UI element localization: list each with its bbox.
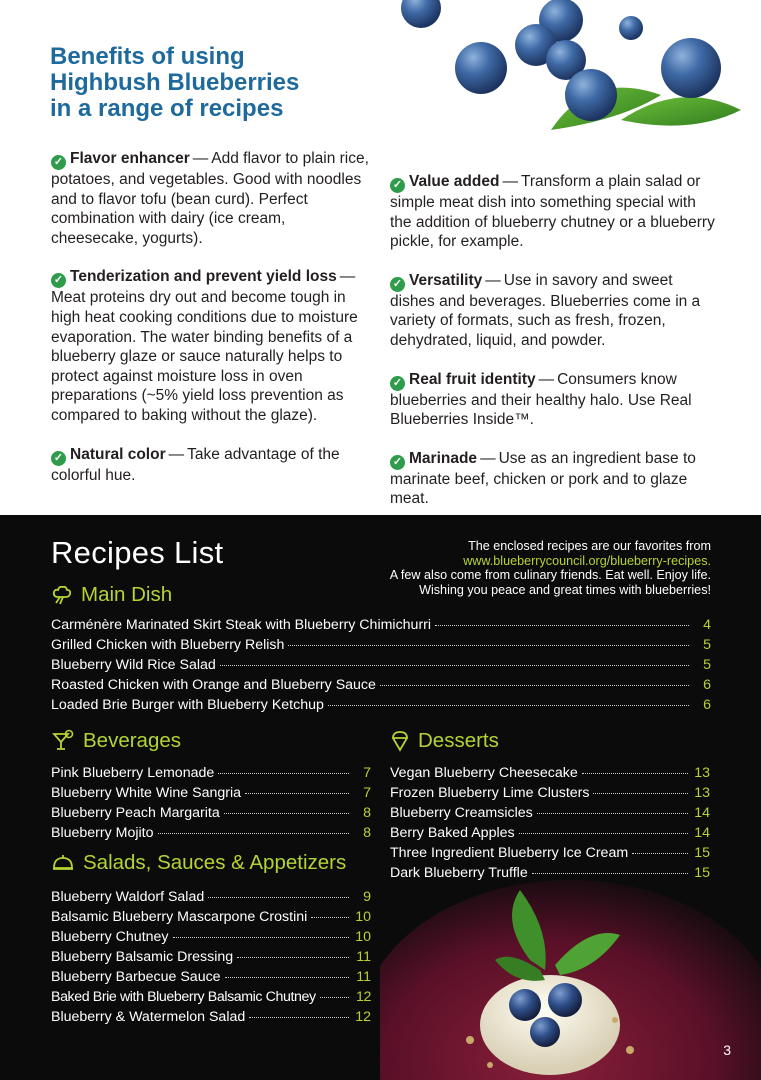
check-circle-icon: ✓ (390, 277, 405, 292)
dot-leader (519, 833, 688, 834)
section-title-text: Beverages (83, 729, 182, 752)
benefit-name: Real fruit identity (409, 370, 536, 388)
recipe-name: Pink Blueberry Lemonade (51, 765, 215, 781)
recipe-row[interactable] (51, 887, 371, 907)
recipe-name: Berry Baked Apples (390, 825, 515, 841)
intro-line: The enclosed recipes are our favorites from (468, 539, 711, 553)
recipe-page: 9 (363, 889, 371, 905)
benefit-flavor-enhancer (51, 149, 373, 248)
benefit-tenderization (51, 267, 373, 425)
recipe-row[interactable] (390, 843, 710, 863)
benefit-name: Natural color (70, 445, 166, 463)
recipe-page: 7 (363, 785, 371, 801)
recipe-page: 6 (703, 677, 711, 693)
dot-leader (328, 705, 689, 706)
recipe-name: Loaded Brie Burger with Blueberry Ketchup (51, 697, 324, 713)
em-dash: — (339, 268, 356, 286)
recipe-name: Frozen Blueberry Lime Clusters (390, 785, 590, 801)
benefit-marinade (390, 449, 720, 509)
recipe-page: 12 (356, 989, 371, 1005)
recipe-name: Blueberry Creamsicles (390, 805, 533, 821)
benefit-text: Use in savory and sweet dishes and beverages. Blueberries come in a variety of formats, such as fresh, frozen, dehydrated, liquid, and powder. (390, 271, 701, 349)
dot-leader (249, 1017, 349, 1018)
recipe-name: Baked Brie with Blueberry Balsamic Chutney (51, 989, 316, 1005)
em-dash: — (480, 449, 496, 467)
em-dash: — (502, 173, 518, 190)
dot-leader (224, 813, 349, 814)
benefits-section (0, 0, 761, 515)
recipe-name: Roasted Chicken with Orange and Blueberry Sauce (51, 677, 376, 693)
recipe-page: 6 (703, 697, 711, 713)
benefit-text: Use as an ingredient base to marinate beef, chicken or pork and to glaze meat. (390, 449, 696, 508)
recipes-intro (331, 539, 711, 597)
recipe-row[interactable] (51, 967, 371, 987)
recipe-page: 7 (363, 765, 371, 781)
em-dash: — (538, 370, 555, 388)
dot-leader (632, 853, 688, 854)
dot-leader (435, 625, 689, 626)
recipe-row[interactable] (51, 823, 371, 843)
recipe-name: Balsamic Blueberry Mascarpone Crostini (51, 909, 308, 925)
section-salads-sauces-appetizers (51, 851, 346, 875)
desserts-list (390, 763, 710, 883)
dot-leader (208, 897, 349, 898)
blueberry-council-link[interactable]: www.blueberrycouncil.org/blueberry-recipes. (463, 553, 711, 568)
recipe-name: Blueberry Balsamic Dressing (51, 949, 234, 965)
benefit-real-fruit-identity (390, 370, 720, 430)
heading-line: Highbush Blueberries (50, 69, 300, 96)
main-dish-list (51, 615, 711, 715)
recipe-name: Blueberry Barbecue Sauce (51, 969, 221, 985)
recipe-name: Three Ingredient Blueberry Ice Cream (390, 845, 629, 861)
dot-leader (158, 833, 349, 834)
dot-leader (237, 957, 349, 958)
intro-line: A few also come from culinary friends. Eat well. Enjoy life. (389, 568, 711, 583)
recipe-page: 8 (363, 825, 371, 841)
benefit-value-added (390, 172, 720, 252)
recipe-row[interactable] (51, 987, 371, 1007)
benefit-versatility (390, 271, 720, 351)
recipe-row[interactable] (51, 927, 371, 947)
recipe-page: 4 (703, 617, 711, 633)
section-title-text: Salads, Sauces & Appetizers (83, 851, 347, 874)
recipe-row[interactable] (51, 635, 711, 655)
benefit-name: Flavor enhancer (70, 150, 190, 167)
recipe-row[interactable] (51, 783, 371, 803)
dot-leader (225, 977, 349, 978)
benefits-right-column (390, 172, 720, 528)
serving-dish-icon (51, 852, 75, 874)
dot-leader (380, 685, 689, 686)
salads-list (51, 887, 371, 1027)
recipe-page: 12 (355, 1009, 371, 1025)
recipe-name: Carménère Marinated Skirt Steak with Blueberry Chimichurri (51, 617, 432, 633)
recipe-name: Blueberry Chutney (51, 929, 169, 945)
recipe-row[interactable] (51, 947, 371, 967)
blueberry-dessert-photo (380, 850, 761, 1080)
recipe-page: 13 (694, 785, 710, 801)
check-circle-icon: ✓ (390, 376, 405, 391)
benefit-name: Marinade (409, 449, 478, 467)
beverages-list (51, 763, 371, 843)
recipe-page: 15 (694, 865, 710, 881)
recipe-name: Blueberry Wild Rice Salad (51, 657, 216, 673)
chef-hat-icon (51, 584, 73, 606)
check-circle-icon: ✓ (51, 155, 66, 170)
recipe-row[interactable] (51, 1007, 371, 1027)
benefit-text: Meat proteins dry out and become tough in high heat cooking conditions due to moisture evaporation. The water binding benefits of a blueberry glaze or sauce naturally helps to protect against moisture loss in oven preparations (~5% yield loss prevention as compared to baking without the glaze). (51, 289, 358, 424)
page-number: 3 (723, 1042, 731, 1058)
check-circle-icon: ✓ (390, 178, 405, 193)
dot-leader (320, 997, 349, 998)
benefits-heading (50, 44, 350, 122)
dot-leader (218, 773, 349, 774)
recipe-page: 11 (356, 949, 371, 965)
recipe-row[interactable] (390, 863, 710, 883)
section-beverages (51, 729, 181, 753)
heading-line: in a range of recipes (50, 95, 284, 122)
recipe-name: Vegan Blueberry Cheesecake (390, 765, 578, 781)
recipe-row[interactable] (51, 615, 711, 635)
benefit-text: Add flavor to plain rice, potatoes, and vegetables. Good with noodles and to flavor tofu (bean curd). Perfect combination with dairy (ice cream, cheesecake, yogurts). (51, 150, 369, 247)
em-dash: — (485, 271, 501, 289)
section-desserts (390, 729, 499, 753)
dot-leader (532, 873, 688, 874)
recipe-row[interactable] (51, 695, 711, 715)
recipes-section (0, 515, 761, 1080)
dot-leader (220, 665, 689, 666)
recipe-page: 8 (363, 805, 371, 821)
cocktail-icon (51, 729, 75, 753)
recipe-page: 11 (356, 969, 371, 985)
intro-line: Wishing you peace and great times with blueberries! (419, 582, 711, 597)
heading-line: Benefits of using (50, 43, 245, 70)
recipe-name: Blueberry & Watermelon Salad (51, 1009, 246, 1025)
check-circle-icon: ✓ (51, 273, 66, 288)
benefit-text: Take advantage of the colorful hue. (51, 445, 340, 484)
benefit-name: Value added (409, 173, 500, 190)
benefit-text: Transform a plain salad or simple meat dish into something special with the addition of blueberry chutney or a blueberry pickle, for example. (390, 173, 715, 251)
recipe-row[interactable] (390, 783, 710, 803)
dot-leader (582, 773, 688, 774)
section-main-dish (51, 583, 172, 607)
dot-leader (593, 793, 688, 794)
recipe-row[interactable] (390, 763, 710, 783)
section-title-text: Main Dish (81, 583, 173, 606)
recipe-row[interactable] (51, 907, 371, 927)
benefit-name: Versatility (409, 271, 483, 289)
recipe-row[interactable] (390, 803, 710, 823)
check-circle-icon: ✓ (51, 451, 66, 466)
dot-leader (173, 937, 349, 938)
recipe-page: 5 (703, 657, 711, 673)
recipe-page: 15 (694, 845, 710, 861)
recipe-row[interactable] (51, 675, 711, 695)
benefits-left-column (51, 149, 373, 504)
recipe-page: 14 (694, 805, 710, 821)
ice-cream-icon (390, 730, 410, 752)
recipe-name: Grilled Chicken with Blueberry Relish (51, 637, 285, 653)
recipe-row[interactable] (51, 763, 371, 783)
dot-leader (537, 813, 688, 814)
recipe-page: 10 (355, 929, 371, 945)
recipe-name: Blueberry Waldorf Salad (51, 889, 205, 905)
benefit-name: Tenderization and prevent yield loss (70, 268, 337, 286)
recipe-name: Blueberry Mojito (51, 825, 154, 841)
recipe-name: Blueberry White Wine Sangria (51, 785, 242, 801)
recipe-page: 13 (694, 765, 710, 781)
dot-leader (288, 645, 689, 646)
em-dash: — (192, 150, 209, 167)
check-circle-icon: ✓ (390, 455, 405, 470)
recipe-row[interactable] (51, 655, 711, 675)
benefit-text: Consumers know blueberries and their healthy halo. Use Real Blueberries Inside™. (390, 370, 692, 429)
recipe-page: 14 (694, 825, 710, 841)
recipe-page: 10 (355, 909, 371, 925)
blueberries-photo (391, 0, 761, 150)
recipe-name: Dark Blueberry Truffle (390, 865, 528, 881)
recipe-row[interactable] (51, 803, 371, 823)
recipe-name: Blueberry Peach Margarita (51, 805, 220, 821)
dot-leader (245, 793, 349, 794)
section-title-text: Desserts (418, 729, 499, 752)
benefit-natural-color (51, 445, 373, 486)
recipes-list-title: Recipes List (51, 535, 224, 570)
dot-leader (311, 917, 349, 918)
recipe-row[interactable] (390, 823, 710, 843)
recipe-page: 5 (703, 637, 711, 653)
em-dash: — (168, 445, 185, 463)
